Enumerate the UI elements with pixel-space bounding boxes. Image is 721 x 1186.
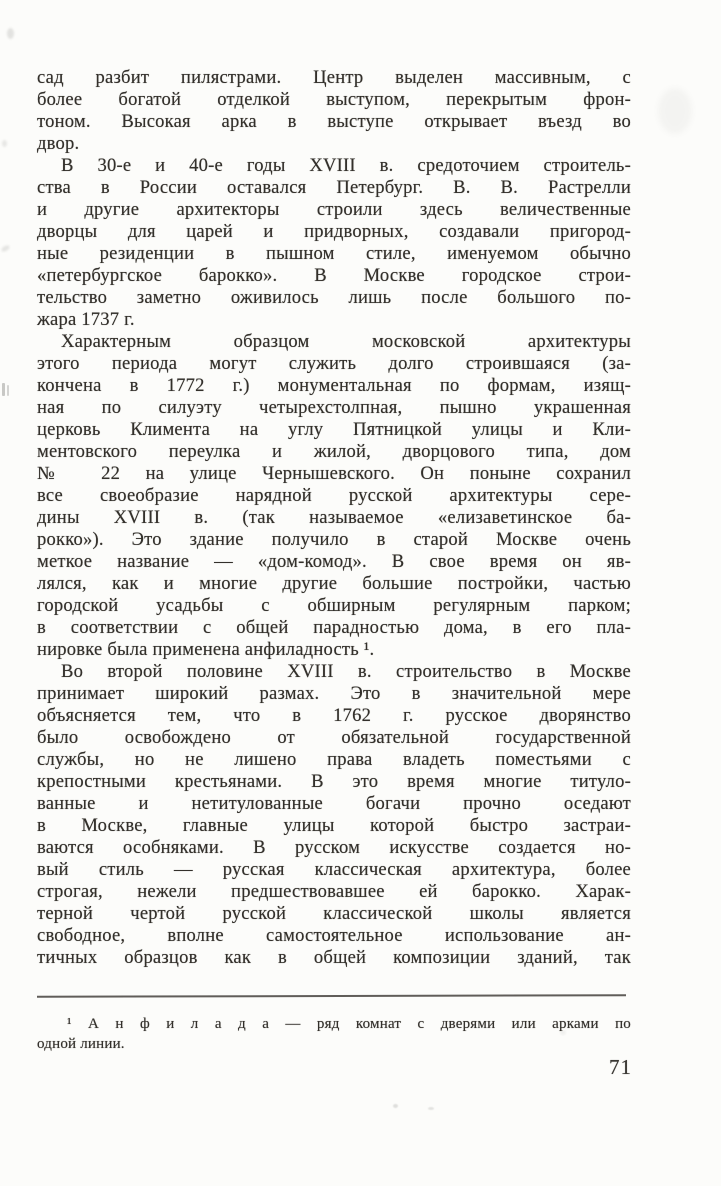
- text-line: ментовского переулка и жилой, дворцового типа, дом: [37, 441, 631, 462]
- text-line: жара 1737 г.: [37, 309, 135, 330]
- scan-artifact: [7, 385, 9, 396]
- text-line: ная по силуэту четырехстолпная, пышно украшенная: [37, 397, 631, 418]
- text-line: ваются особняками. В русском искусстве создается но-: [37, 837, 631, 858]
- footnote: [37, 1014, 631, 1054]
- scan-artifact: [2, 383, 5, 396]
- text-line: одной линии.: [37, 1036, 125, 1052]
- text-line: более богатой отделкой выступом, перекрытым фрон-: [37, 89, 631, 110]
- text-line: «петербургское барокко». В Москве городское строи-: [37, 265, 631, 286]
- text-line: тичных образцов как в общей композиции зданий, так: [37, 947, 631, 968]
- scan-artifact: [0, 244, 10, 253]
- text-line: тельство заметно оживилось лишь после большого по-: [37, 287, 631, 308]
- text-line: дворцы для царей и придворных, создавали пригород-: [37, 221, 631, 242]
- paragraph: [37, 155, 631, 331]
- paragraph: [37, 67, 631, 155]
- scan-artifact: [393, 1104, 398, 1108]
- text-line: было освобождено от обязательной государственной: [37, 727, 631, 748]
- text-line: все своеобразие нарядной русской архитектуры сере-: [37, 485, 631, 506]
- text-line: службы, но не лишено права владеть поместьями с: [37, 749, 631, 770]
- paragraph: [37, 661, 631, 969]
- scan-artifact: [560, 1030, 566, 1035]
- text-line: этого периода могут служить долго строившаяся (за-: [37, 353, 631, 374]
- text-line: дины XVIII в. (так называемое «елизаветинское ба-: [37, 507, 631, 528]
- text-line: церковь Климента на углу Пятницкой улицы и Кли-: [37, 419, 631, 440]
- text-line: двор.: [37, 133, 80, 154]
- text-line: и другие архитекторы строили здесь величественные: [37, 199, 631, 220]
- text-line: объясняется тем, что в 1762 г. русское дворянство: [37, 705, 631, 726]
- text-line: ства в России оставался Петербург. В. В. Растрелли: [37, 177, 631, 198]
- text-line: принимает широкий размах. Это в значительной мере: [37, 683, 631, 704]
- scan-artifact: [428, 1107, 434, 1110]
- footnote-separator-rule: [37, 994, 626, 998]
- text-line: меткое название — «дом-комод». В свое время он яв-: [37, 551, 631, 572]
- text-line: лялся, как и многие другие большие постройки, частью: [37, 573, 631, 594]
- paragraph: [37, 331, 631, 661]
- text-line: Во второй половине XVIII в. строительство в Москве: [61, 661, 631, 682]
- scan-artifact: [2, 140, 7, 147]
- text-line: терной чертой русской классической школы является: [37, 903, 631, 924]
- text-line: свободное, вполне самостоятельное использование ан-: [37, 925, 631, 946]
- text-line: вый стиль — русская классическая архитектура, более: [37, 859, 631, 880]
- text-line: тоном. Высокая арка в выступе открывает въезд во: [37, 111, 631, 132]
- text-line: сад разбит пилястрами. Центр выделен массивным, с: [37, 67, 631, 88]
- text-line: крепостными крестьянами. В это время многие титуло-: [37, 771, 631, 792]
- text-line: № 22 на улице Чернышевского. Он поныне сохранил: [37, 463, 631, 484]
- text-line: ванные и нетитулованные богачи прочно оседают: [37, 793, 631, 814]
- page-number: 71: [609, 1055, 632, 1079]
- text-line: городской усадьбы с обширным регулярным парком;: [37, 595, 631, 616]
- scan-artifact: [7, 28, 14, 39]
- text-line: в Москве, главные улицы которой быстро застраи-: [37, 815, 631, 836]
- scan-artifact: [658, 88, 692, 134]
- text-line: В 30-е и 40-е годы XVIII в. средоточием строитель-: [61, 155, 631, 176]
- text-line: ные резиденции в пышном стиле, именуемом обычно: [37, 243, 631, 264]
- text-line: ¹ А н ф и л а д а — ряд комнат с дверями или арками по: [67, 1016, 631, 1032]
- text-line: рокко»). Это здание получило в старой Москве очень: [37, 529, 631, 550]
- text-line: нировке была применена анфиладность ¹.: [37, 639, 375, 660]
- text-line: в соответствии с общей парадностью дома, в его пла-: [37, 617, 631, 638]
- text-line: Характерным образцом московской архитектуры: [61, 331, 631, 352]
- main-text: [37, 67, 631, 969]
- text-line: строгая, нежели предшествовавшее ей барокко. Харак-: [37, 881, 631, 902]
- text-line: кончена в 1772 г.) монументальная по формам, изящ-: [37, 375, 631, 396]
